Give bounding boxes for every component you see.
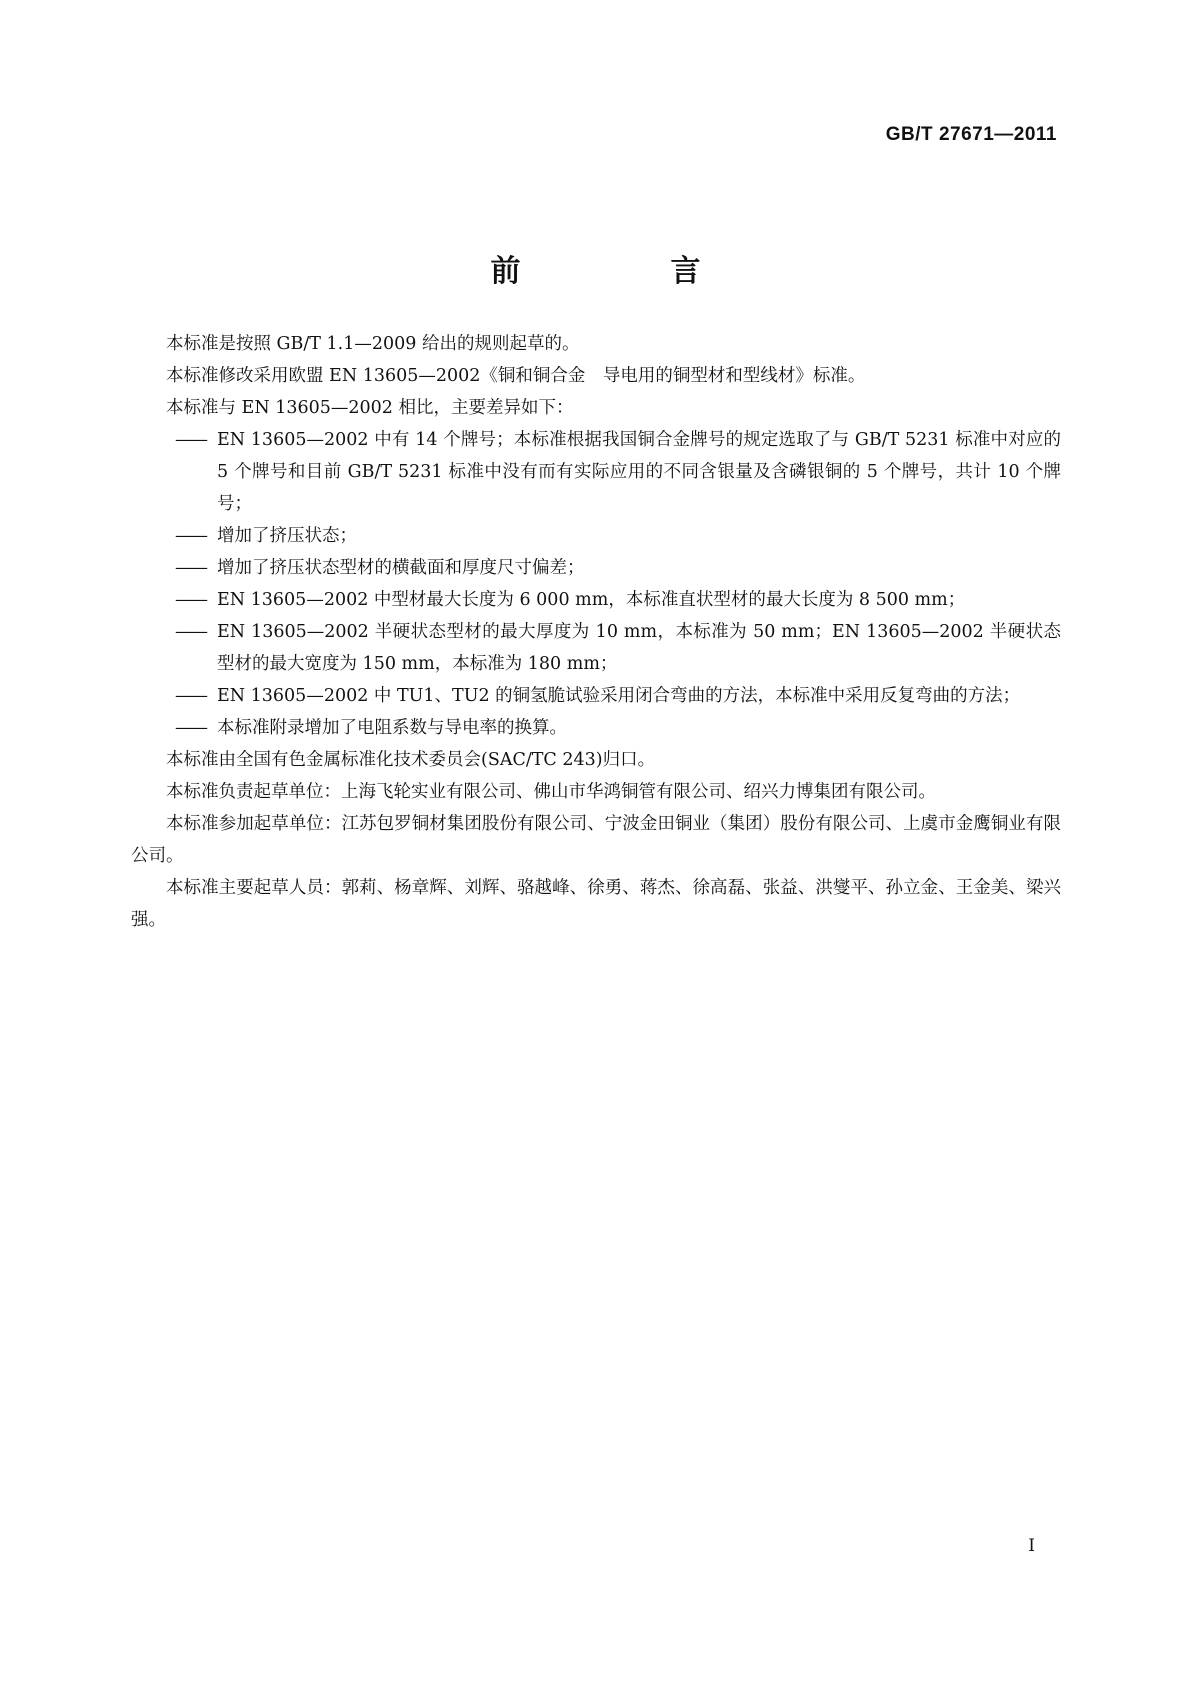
list-item bbox=[131, 584, 1061, 616]
paragraph-drafting-rules: 本标准是按照 GB/T 1.1—2009 给出的规则起草的。 bbox=[166, 334, 580, 354]
page-number: I bbox=[1028, 1536, 1035, 1556]
paragraph-drafting-persons: 本标准主要起草人员：郭莉、杨章辉、刘辉、骆越峰、徐勇、蒋杰、徐高磊、张益、洪燮平、孙立金、王金美、梁兴强。 bbox=[131, 878, 1061, 930]
list-item-text: EN 13605—2002 中 TU1、TU2 的铜氢脆试验采用闭合弯曲的方法，本标准中采用反复弯曲的方法； bbox=[217, 686, 1021, 706]
list-item bbox=[131, 616, 1061, 680]
list-item bbox=[131, 520, 1061, 552]
list-item bbox=[131, 424, 1061, 520]
standard-code: GB/T 27671—2011 bbox=[885, 124, 1057, 145]
list-item bbox=[131, 552, 1061, 584]
dash-mark: —— bbox=[175, 622, 206, 642]
list-item-text: EN 13605—2002 中型材最大长度为 6 000 mm，本标准直状型材的最大长度为 8 500 mm； bbox=[217, 590, 966, 610]
paragraph-adoption: 本标准修改采用欧盟 EN 13605—2002《铜和铜合金 导电用的铜型材和型线材》标准。 bbox=[166, 366, 866, 386]
dash-mark: —— bbox=[175, 590, 206, 610]
paragraph-differences-intro: 本标准与 EN 13605—2002 相比，主要差异如下： bbox=[166, 398, 574, 418]
list-item-text: EN 13605—2002 中有 14 个牌号；本标准根据我国铜合金牌号的规定选取了与 GB/T 5231 标准中对应的 5 个牌号和目前 GB/T 5231 标准中没有而有实际应用的不同含银量及含磷银铜的 5 个牌号，共计 10 个牌号； bbox=[217, 430, 1061, 514]
list-item-text: 本标准附录增加了电阻系数与导电率的换算。 bbox=[217, 718, 567, 738]
list-item bbox=[131, 712, 1061, 744]
dash-mark: —— bbox=[175, 526, 206, 546]
dash-mark: —— bbox=[175, 686, 206, 706]
paragraph-committee: 本标准由全国有色金属标准化技术委员会(SAC/TC 243)归口。 bbox=[166, 750, 656, 770]
page-title: 前 言 bbox=[490, 254, 761, 290]
dash-mark: —— bbox=[175, 718, 206, 738]
list-item-text: 增加了挤压状态型材的横截面和厚度尺寸偏差； bbox=[217, 558, 585, 578]
foreword-body bbox=[131, 328, 1061, 936]
list-item bbox=[131, 680, 1061, 712]
differences-list bbox=[131, 424, 1061, 744]
list-item-text: EN 13605—2002 半硬状态型材的最大厚度为 10 mm，本标准为 50 mm；EN 13605—2002 半硬状态型材的最大宽度为 150 mm，本标准为 180 mm； bbox=[217, 622, 1061, 674]
list-item-text: 增加了挤压状态； bbox=[217, 526, 357, 546]
dash-mark: —— bbox=[175, 430, 206, 450]
paragraph-participating-drafters: 本标准参加起草单位：江苏包罗铜材集团股份有限公司、宁波金田铜业（集团）股份有限公司、上虞市金鹰铜业有限公司。 bbox=[131, 814, 1061, 866]
dash-mark: —— bbox=[175, 558, 206, 578]
paragraph-lead-drafters: 本标准负责起草单位：上海飞轮实业有限公司、佛山市华鸿铜管有限公司、绍兴力博集团有限公司。 bbox=[166, 782, 936, 802]
